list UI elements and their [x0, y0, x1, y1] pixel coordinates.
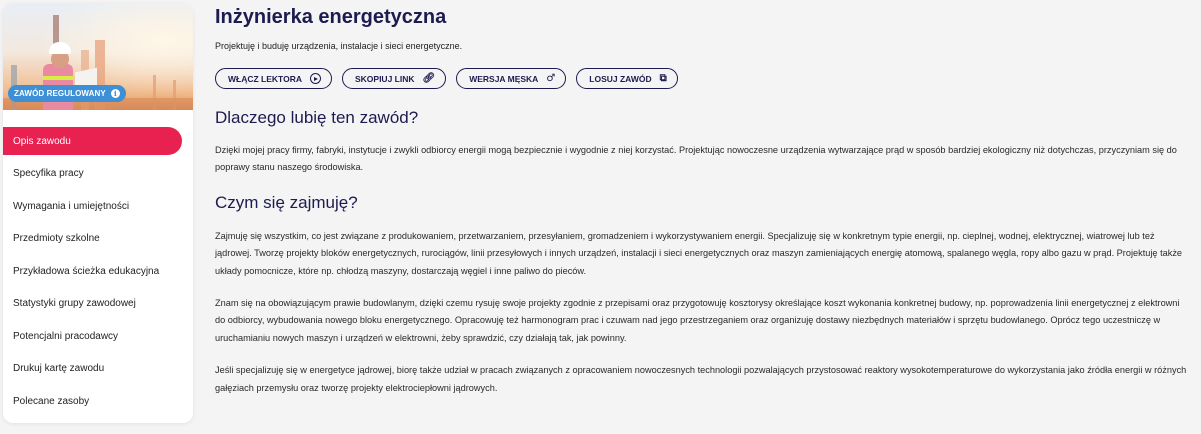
- play-circle-icon: [310, 73, 321, 84]
- random-profession-button[interactable]: [576, 68, 677, 89]
- profession-hero-image: [3, 3, 193, 110]
- sidebar: [3, 3, 193, 423]
- section-paragraph: Znam się na obowiązującym prawie budowlanym, dzięki czemu rysuję swoje projekty zgodnie z przepisami oraz przygotowuję kosztorysy określające koszt wykonania konkretnej budowy, np. poprowadzenia linii energetycznej z elektrowni do odbiorcy, wybudowania nowego bloku energetycznego. Opracowuję też harmonogram prac i czuwam nad jego przestrzeganiem oraz organizuję dostawy niezbędnych materiałów i sprzętu budowlanego. Oprócz tego uczestniczę w uruchamianiu nowych maszyn i urządzeń w elektrowni, żeby sprawdzić, czy działają tak, jak powinny.: [215, 298, 1180, 343]
- copy-link-button[interactable]: [342, 68, 446, 89]
- sidebar-item-pracodawcy[interactable]: Potencjalni pracodawcy: [13, 330, 119, 342]
- random-profession-label: LOSUJ ZAWÓD: [589, 73, 652, 84]
- sidebar-item-polecane-zasoby[interactable]: Polecane zasoby: [13, 395, 90, 407]
- main-content: [215, 0, 1201, 397]
- link-icon: 🔗︎: [422, 72, 436, 84]
- sidebar-item-specyfika-pracy[interactable]: Specyfika pracy: [13, 168, 84, 179]
- male-symbol-icon: ♂: [546, 72, 556, 84]
- section-heading-what: Czym się zajmuję?: [215, 192, 358, 212]
- hero-decoration: [43, 76, 73, 80]
- badge-label: ZAWÓD REGULOWANY: [14, 89, 106, 98]
- sidebar-item-sciezka-edukacyjna[interactable]: Przykładowa ścieżka edukacyjna: [13, 265, 160, 277]
- sidebar-item-opis-zawodu[interactable]: Opis zawodu: [3, 127, 182, 155]
- sidebar-item-wymagania[interactable]: Wymagania i umiejętności: [13, 200, 130, 212]
- male-version-label: WERSJA MĘSKA: [469, 73, 539, 84]
- dice-icon: ⧉: [659, 72, 667, 84]
- read-aloud-button[interactable]: [215, 68, 332, 89]
- male-version-button[interactable]: [456, 68, 566, 89]
- action-toolbar: [215, 68, 1201, 89]
- sidebar-nav: [3, 110, 193, 415]
- section-paragraph: Jeśli specjalizuję się w energetyce jądrowej, biorę także udział w pracach związanych z opracowaniem nowoczesnych technologii pozwalających przystosować reaktory wysokotemperaturowe do wykorzystania jako źródła energii w różnych gałęziach przemysłu oraz tworzę projekty elektrociepłowni jądrowych.: [215, 365, 1187, 393]
- sidebar-item-przedmioty-szkolne[interactable]: Przedmioty szkolne: [13, 233, 100, 244]
- regulated-profession-badge[interactable]: [8, 85, 126, 102]
- sidebar-item-drukuj-karte[interactable]: Drukuj kartę zawodu: [13, 363, 105, 374]
- page-title: Inżynierka energetyczna: [215, 6, 447, 28]
- info-icon[interactable]: i: [111, 89, 120, 98]
- read-aloud-label: WŁĄCZ LEKTORA: [228, 73, 302, 84]
- section-heading-why: Dlaczego lubię ten zawód?: [215, 108, 419, 127]
- copy-link-label: SKOPIUJ LINK: [354, 73, 415, 84]
- sidebar-item-statystyki[interactable]: Statystyki grupy zawodowej: [13, 298, 136, 309]
- hero-decoration: [49, 42, 71, 54]
- section-paragraph: Dzięki mojej pracy firmy, fabryki, instytucje i zwykli odbiorcy energii mogą bezpiecznie i wygodnie z niej korzystać. Projektując nowoczesne urządzenia wytwarzające prąd w sposób bardziej ekologiczny niż dotychczas, przyczyniam się do poprawy stanu naszego środowiska.: [215, 145, 1177, 173]
- page-subtitle: Projektuję i buduję urządzenia, instalacje i sieci energetyczne.: [215, 41, 463, 51]
- section-paragraph: Zajmuję się wszystkim, co jest związane z produkowaniem, przetwarzaniem, przesyłaniem, gromadzeniem i wykorzystywaniem energii. Specjalizuję się w konkretnym typie energii, np. cieplnej, wodnej, elektrycznej, wiatrowej lub też jądrowej. Tworzę projekty bloków energetycznych, rurociągów, linii przesyłowych i innych urządzeń, instalacji i sieci energetycznych oraz maszyn zamieniających energię atomową, spalanego węgla, ropy albo gazu w prąd. Projektuję także układy pomocnicze, które np. chłodzą maszyny, dostarczają węgiel i inne paliwo do pieców.: [215, 230, 1183, 276]
